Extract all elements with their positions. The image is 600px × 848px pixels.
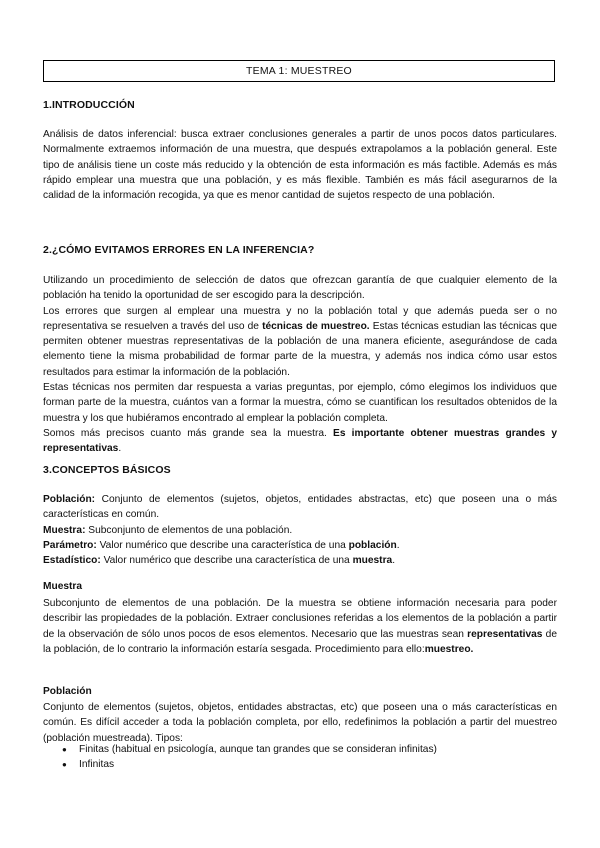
- errores-p2-start: Los errores que surgen al emplear una muestra y no la población total y que además pueda ser o no representativa se resuelven a través del uso de: [43, 305, 557, 332]
- document-title: TEMA 1: MUESTREO: [246, 65, 352, 77]
- paragraph-poblacion: Conjunto de elementos (sujetos, objetos, entidades abstractas, etc) que poseen una o más características en común. Es difícil acceder a toda la población completa, por ello, redefinimos la población a partir del muestreo (población muestreada). Tipos:: [43, 702, 557, 744]
- muestras-grandes-bold: Es importante obtener muestras grandes y representativas: [43, 427, 557, 455]
- subheading-muestra: Muestra: [43, 581, 83, 592]
- def-poblacion: Conjunto de elementos (sujetos, objetos, entidades abstractas, etc) que poseen una o más características en común.: [43, 494, 557, 521]
- def-muestra: Subconjunto de elementos de una población.: [85, 524, 293, 536]
- list-item: ● Finitas (habitual en psicología, aunque tan grandes que se consideran infinitas): [43, 742, 437, 757]
- paragraph-introduccion: Análisis de datos inferencial: busca extraer conclusiones generales a partir de unos pocos datos particulares. Normalmente extraemos información de una muestra, que después extrapolamos a la población general. Este tipo de análisis tiene un coste más reducido y la obtención de esta información es más factible. Además es más rápido emplear una muestra que una población, y es más flexible. También es más fácil asegurarnos de la calidad de la información recogida, ya que es menor cantidad de sujetos respecto de una población.: [43, 129, 557, 202]
- term-poblacion: Población:: [43, 494, 96, 505]
- poblacion-types-list: [43, 742, 437, 773]
- term-parametro: Parámetro:: [43, 539, 97, 551]
- def-parametro: Valor numérico que describe una característica de una: [96, 539, 349, 551]
- muestreo-bold: muestreo.: [424, 643, 474, 655]
- errores-p1: Utilizando un procedimiento de selección de datos que ofrezcan garantía de que cualquier elemento de la población ha tenido la oportunidad de ser escogido para la descripción.: [43, 275, 557, 302]
- subheading-poblacion: Población: [43, 686, 92, 697]
- muestra-body-start: Subconjunto de elementos de una población. De la muestra se obtiene información necesaria para poder describir las propiedades de la población. Extraer conclusiones referidas a los elementos de la población a partir de la observación de sólo unos pocos de esos elementos. Necesario que las muestras sean: [43, 598, 557, 640]
- term-muestra: Muestra:: [43, 524, 86, 536]
- estadistico-end: .: [392, 555, 396, 567]
- errores-p2-end: Estas técnicas estudian las técnicas que permiten obtener muestras representativas de la población de una manera eficiente, asegurándose de cada elemento tiene la misma probabilidad de formar parte de la muestra, y además nos indica cómo usar estos resultados para estimar la información de la población.: [43, 320, 557, 378]
- paragraph-errores: [43, 273, 557, 457]
- list-item: ● Infinitas: [43, 757, 437, 772]
- heading-introduccion: 1.INTRODUCCIÓN: [43, 99, 135, 111]
- tecnicas-muestreo-bold: técnicas de muestreo.: [262, 320, 370, 332]
- paragraph-muestra: [43, 596, 557, 657]
- parametro-end: .: [396, 539, 400, 551]
- heading-conceptos-basicos: 3.CONCEPTOS BÁSICOS: [43, 464, 171, 476]
- estadistico-bold: muestra: [352, 555, 393, 567]
- document-title-box: [43, 60, 555, 82]
- errores-p3: Estas técnicas nos permiten dar respuesta a varias preguntas, por ejemplo, cómo elegimos los individuos que forman parte de la muestra, cuántos van a formar la muestra, cómo se cuantifican los resultados obtenidos de la muestra y los que hubiéramos encontrado al emplear la población completa.: [43, 382, 557, 424]
- parametro-bold: población: [348, 539, 397, 551]
- def-estadistico: Valor numérico que describe una característica de una: [100, 555, 353, 567]
- errores-p4-start: Somos más precisos cuanto más grande sea la muestra.: [43, 427, 334, 439]
- heading-errores-inferencia: 2.¿CÓMO EVITAMOS ERRORES EN LA INFERENCIA?: [43, 244, 315, 256]
- paragraph-conceptos: [43, 492, 557, 568]
- errores-p4-end: .: [118, 443, 122, 455]
- term-estadistico: Estadístico:: [43, 555, 101, 567]
- muestra-body-mid: de la población, de lo contrario la información estaría sesgada. Procedimiento para ello:: [43, 628, 557, 655]
- representativas-bold: representativas: [467, 628, 543, 640]
